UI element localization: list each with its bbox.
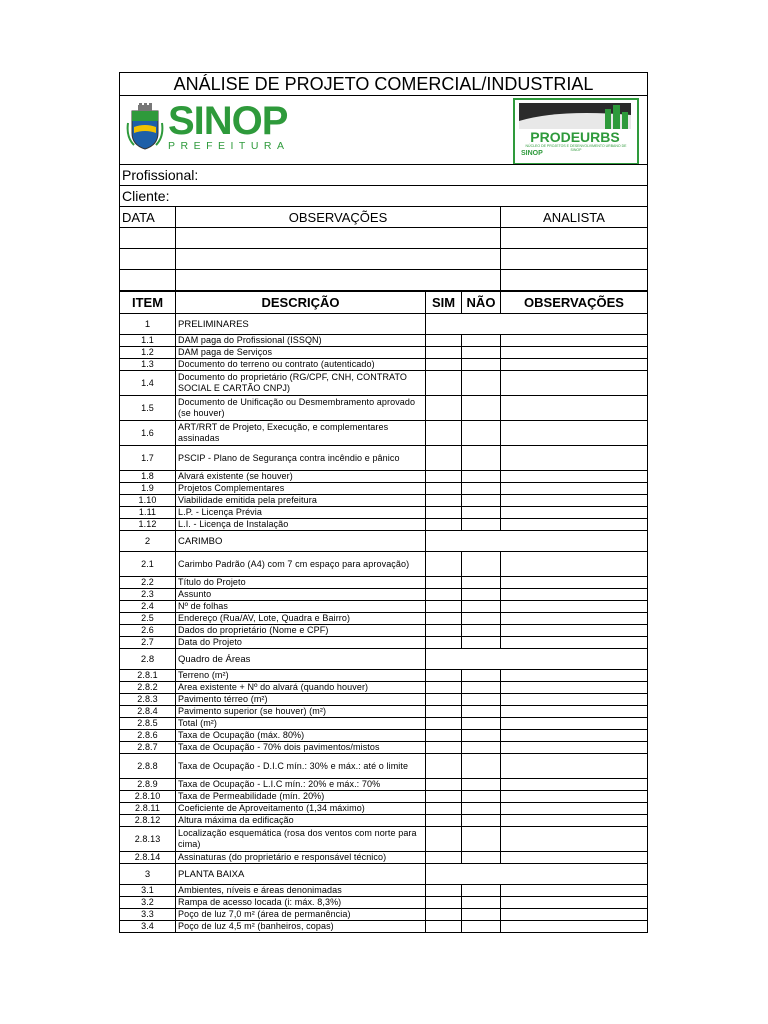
section-row xyxy=(120,531,648,552)
table-row xyxy=(120,742,648,754)
city-crest-icon xyxy=(126,103,164,151)
item-number: 2.3 xyxy=(120,589,176,601)
sim-cell[interactable] xyxy=(426,625,462,637)
item-description: Nº de folhas xyxy=(176,601,426,613)
item-number: 2.8 xyxy=(120,649,176,670)
sim-cell[interactable] xyxy=(426,601,462,613)
obs-cell[interactable] xyxy=(501,682,648,694)
nao-cell[interactable] xyxy=(462,347,501,359)
table-row xyxy=(120,589,648,601)
obs-cell[interactable] xyxy=(501,483,648,495)
checklist-sheet xyxy=(119,72,647,933)
item-description: Terreno (m²) xyxy=(176,670,426,682)
sim-cell[interactable] xyxy=(426,483,462,495)
sinop-subtitle: PREFEITURA xyxy=(168,140,290,152)
item-description: CARIMBO xyxy=(176,531,426,552)
item-description: L.P. - Licença Prévia xyxy=(176,507,426,519)
item-number: 2.8.6 xyxy=(120,730,176,742)
obs-analyst-cell[interactable] xyxy=(501,249,648,270)
item-number: 2.8.13 xyxy=(120,827,176,852)
table-row xyxy=(120,613,648,625)
section-row xyxy=(120,649,648,670)
nao-cell[interactable] xyxy=(462,552,501,577)
sim-cell[interactable] xyxy=(426,396,462,421)
item-number: 1.5 xyxy=(120,396,176,421)
obs-cell[interactable] xyxy=(501,803,648,815)
table-row xyxy=(120,637,648,649)
nao-cell[interactable] xyxy=(462,371,501,396)
item-number: 1.10 xyxy=(120,495,176,507)
skyline-icon xyxy=(519,103,631,129)
table-row xyxy=(120,921,648,933)
sim-cell[interactable] xyxy=(426,421,462,446)
item-number: 2.8.9 xyxy=(120,779,176,791)
obs-cell[interactable] xyxy=(501,519,648,531)
sim-header: SIM xyxy=(426,291,462,314)
item-description: Endereço (Rua/AV, Lote, Quadra e Bairro) xyxy=(176,613,426,625)
table-row xyxy=(120,371,648,396)
section-blank-cell xyxy=(426,864,648,885)
nao-cell[interactable] xyxy=(462,885,501,897)
nao-cell[interactable] xyxy=(462,815,501,827)
table-row xyxy=(120,507,648,519)
item-description: Documento de Unificação ou Desmembramento aprovado (se houver) xyxy=(176,396,426,421)
obs-cell[interactable] xyxy=(501,552,648,577)
table-row xyxy=(120,779,648,791)
item-number: 2.8.5 xyxy=(120,718,176,730)
obs-cell[interactable] xyxy=(501,577,648,589)
item-number: 1.11 xyxy=(120,507,176,519)
item-number: 2.4 xyxy=(120,601,176,613)
item-number: 2.8.14 xyxy=(120,852,176,864)
obs-cell[interactable] xyxy=(501,791,648,803)
nao-cell[interactable] xyxy=(462,718,501,730)
item-number: 2.8.1 xyxy=(120,670,176,682)
obs-entry-row xyxy=(120,270,648,292)
item-description: Dados do proprietário (Nome e CPF) xyxy=(176,625,426,637)
prodeurbs-sinop: SINOP xyxy=(521,150,543,157)
sim-cell[interactable] xyxy=(426,507,462,519)
item-number: 1.7 xyxy=(120,446,176,471)
nao-cell[interactable] xyxy=(462,742,501,754)
obs-date-cell[interactable] xyxy=(120,249,176,270)
nao-cell[interactable] xyxy=(462,577,501,589)
obs-analyst-cell[interactable] xyxy=(501,228,648,249)
nao-cell[interactable] xyxy=(462,803,501,815)
section-row xyxy=(120,864,648,885)
sim-cell[interactable] xyxy=(426,519,462,531)
item-description: Pavimento térreo (m²) xyxy=(176,694,426,706)
sinop-logo xyxy=(126,99,290,152)
item-description: Poço de luz 4,5 m² (banheiros, copas) xyxy=(176,921,426,933)
item-description: Poço de luz 7,0 m² (área de permanência) xyxy=(176,909,426,921)
sim-cell[interactable] xyxy=(426,718,462,730)
profissional-field[interactable]: Profissional: xyxy=(120,165,648,186)
item-number: 1.12 xyxy=(120,519,176,531)
cliente-field[interactable]: Cliente: xyxy=(120,186,648,207)
obs-cell[interactable] xyxy=(501,706,648,718)
observacoes-column-header: OBSERVAÇÕES xyxy=(176,207,501,228)
nao-cell[interactable] xyxy=(462,670,501,682)
sim-cell[interactable] xyxy=(426,815,462,827)
obs-cell[interactable] xyxy=(501,495,648,507)
item-number: 3.1 xyxy=(120,885,176,897)
nao-cell[interactable] xyxy=(462,730,501,742)
item-description: Título do Projeto xyxy=(176,577,426,589)
sim-cell[interactable] xyxy=(426,706,462,718)
sim-cell[interactable] xyxy=(426,827,462,852)
item-description: Altura máxima da edificação xyxy=(176,815,426,827)
obs-cell[interactable] xyxy=(501,396,648,421)
observacoes-header: OBSERVAÇÕES xyxy=(501,291,648,314)
obs-cell[interactable] xyxy=(501,921,648,933)
obs-cell[interactable] xyxy=(501,730,648,742)
item-number: 2.2 xyxy=(120,577,176,589)
table-row xyxy=(120,909,648,921)
item-description: Ambientes, níveis e áreas denonimadas xyxy=(176,885,426,897)
sim-cell[interactable] xyxy=(426,589,462,601)
item-description: Assinaturas (do proprietário e responsável técnico) xyxy=(176,852,426,864)
data-column-header: DATA xyxy=(120,207,176,228)
item-description: Assunto xyxy=(176,589,426,601)
table-row xyxy=(120,682,648,694)
table-row xyxy=(120,897,648,909)
table-row xyxy=(120,718,648,730)
item-description: L.I. - Licença de Instalação xyxy=(176,519,426,531)
item-number: 2.6 xyxy=(120,625,176,637)
obs-analyst-cell[interactable] xyxy=(501,270,648,292)
table-row xyxy=(120,754,648,779)
table-row xyxy=(120,601,648,613)
item-description: Quadro de Áreas xyxy=(176,649,426,670)
nao-cell[interactable] xyxy=(462,779,501,791)
table-row xyxy=(120,730,648,742)
nao-cell[interactable] xyxy=(462,909,501,921)
sim-cell[interactable] xyxy=(426,371,462,396)
obs-cell[interactable] xyxy=(501,589,648,601)
obs-cell[interactable] xyxy=(501,779,648,791)
sim-cell[interactable] xyxy=(426,613,462,625)
table-row xyxy=(120,396,648,421)
obs-cell[interactable] xyxy=(501,815,648,827)
nao-cell[interactable] xyxy=(462,507,501,519)
sim-cell[interactable] xyxy=(426,670,462,682)
item-number: 1.2 xyxy=(120,347,176,359)
item-description: PLANTA BAIXA xyxy=(176,864,426,885)
nao-cell[interactable] xyxy=(462,471,501,483)
item-description: PRELIMINARES xyxy=(176,314,426,335)
obs-entry-row xyxy=(120,228,648,249)
item-header: ITEM xyxy=(120,291,176,314)
sim-cell[interactable] xyxy=(426,552,462,577)
item-description: Pavimento superior (se houver) (m²) xyxy=(176,706,426,718)
obs-date-cell[interactable] xyxy=(120,270,176,292)
obs-cell[interactable] xyxy=(501,359,648,371)
item-number: 2.8.2 xyxy=(120,682,176,694)
table-row xyxy=(120,359,648,371)
item-number: 1.1 xyxy=(120,335,176,347)
obs-cell[interactable] xyxy=(501,625,648,637)
table-row xyxy=(120,347,648,359)
table-row xyxy=(120,421,648,446)
table-row xyxy=(120,446,648,471)
nao-cell[interactable] xyxy=(462,359,501,371)
table-row xyxy=(120,827,648,852)
table-row xyxy=(120,815,648,827)
item-number: 2 xyxy=(120,531,176,552)
sim-cell[interactable] xyxy=(426,779,462,791)
item-number: 2.8.3 xyxy=(120,694,176,706)
item-number: 3.4 xyxy=(120,921,176,933)
sinop-wordmark: SINOP xyxy=(168,99,288,143)
item-description: Viabilidade emitida pela prefeitura xyxy=(176,495,426,507)
sim-cell[interactable] xyxy=(426,347,462,359)
table-row xyxy=(120,852,648,864)
sim-cell[interactable] xyxy=(426,742,462,754)
analista-column-header: ANALISTA xyxy=(501,207,648,228)
obs-cell[interactable] xyxy=(501,694,648,706)
obs-cell[interactable] xyxy=(501,507,648,519)
section-blank-cell xyxy=(426,314,648,335)
nao-cell[interactable] xyxy=(462,637,501,649)
obs-cell[interactable] xyxy=(501,613,648,625)
item-description: Coeficiente de Aproveitamento (1,34 máximo) xyxy=(176,803,426,815)
sim-cell[interactable] xyxy=(426,730,462,742)
table-row xyxy=(120,483,648,495)
obs-date-cell[interactable] xyxy=(120,228,176,249)
section-blank-cell xyxy=(426,531,648,552)
item-number: 2.1 xyxy=(120,552,176,577)
item-number: 2.7 xyxy=(120,637,176,649)
nao-cell[interactable] xyxy=(462,446,501,471)
obs-entry-row xyxy=(120,249,648,270)
table-row xyxy=(120,495,648,507)
page-title: ANÁLISE DE PROJETO COMERCIAL/INDUSTRIAL xyxy=(120,73,648,96)
item-description: Taxa de Ocupação - L.I.C mín.: 20% e máx.: 70% xyxy=(176,779,426,791)
item-description: Projetos Complementares xyxy=(176,483,426,495)
obs-cell[interactable] xyxy=(501,421,648,446)
descricao-header: DESCRIÇÃO xyxy=(176,291,426,314)
sim-cell[interactable] xyxy=(426,803,462,815)
nao-cell[interactable] xyxy=(462,519,501,531)
item-description: PSCIP - Plano de Segurança contra incêndio e pânico xyxy=(176,446,426,471)
item-number: 3.3 xyxy=(120,909,176,921)
sim-cell[interactable] xyxy=(426,446,462,471)
item-number: 2.8.8 xyxy=(120,754,176,779)
nao-cell[interactable] xyxy=(462,754,501,779)
table-row xyxy=(120,519,648,531)
item-number: 1.8 xyxy=(120,471,176,483)
nao-cell[interactable] xyxy=(462,852,501,864)
obs-cell[interactable] xyxy=(501,601,648,613)
sim-cell[interactable] xyxy=(426,852,462,864)
nao-cell[interactable] xyxy=(462,483,501,495)
nao-cell[interactable] xyxy=(462,827,501,852)
item-description: Taxa de Ocupação (máx. 80%) xyxy=(176,730,426,742)
item-description: Taxa de Permeabilidade (mín. 20%) xyxy=(176,791,426,803)
nao-cell[interactable] xyxy=(462,921,501,933)
obs-text-cell[interactable] xyxy=(176,270,501,292)
item-description: Taxa de Ocupação - D.I.C mín.: 30% e máx.: até o limite xyxy=(176,754,426,779)
sim-cell[interactable] xyxy=(426,577,462,589)
nao-cell[interactable] xyxy=(462,396,501,421)
obs-cell[interactable] xyxy=(501,637,648,649)
table-row xyxy=(120,471,648,483)
item-description: DAM paga de Serviços xyxy=(176,347,426,359)
item-number: 2.5 xyxy=(120,613,176,625)
obs-cell[interactable] xyxy=(501,742,648,754)
section-row xyxy=(120,314,648,335)
nao-cell[interactable] xyxy=(462,601,501,613)
item-number: 2.8.7 xyxy=(120,742,176,754)
table-row xyxy=(120,885,648,897)
nao-cell[interactable] xyxy=(462,706,501,718)
obs-cell[interactable] xyxy=(501,471,648,483)
obs-cell[interactable] xyxy=(501,827,648,852)
section-blank-cell xyxy=(426,649,648,670)
prodeurbs-tagline: NÚCLEO DE PROJETOS E DESENVOLVIMENTO URBANO DE SINOP xyxy=(525,144,627,152)
obs-text-cell[interactable] xyxy=(176,228,501,249)
sim-cell[interactable] xyxy=(426,335,462,347)
table-row xyxy=(120,625,648,637)
item-number: 2.8.4 xyxy=(120,706,176,718)
table-row xyxy=(120,791,648,803)
obs-cell[interactable] xyxy=(501,885,648,897)
item-description: Rampa de acesso locada (i: máx. 8,3%) xyxy=(176,897,426,909)
table-row xyxy=(120,577,648,589)
sim-cell[interactable] xyxy=(426,791,462,803)
obs-cell[interactable] xyxy=(501,371,648,396)
item-number: 1.6 xyxy=(120,421,176,446)
item-description: Carimbo Padrão (A4) com 7 cm espaço para aprovação) xyxy=(176,552,426,577)
item-number: 1.4 xyxy=(120,371,176,396)
item-description: DAM paga do Profissional (ISSQN) xyxy=(176,335,426,347)
sim-cell[interactable] xyxy=(426,909,462,921)
item-description: Documento do proprietário (RG/CPF, CNH, CONTRATO SOCIAL E CARTÃO CNPJ) xyxy=(176,371,426,396)
obs-cell[interactable] xyxy=(501,446,648,471)
prodeurbs-logo xyxy=(513,98,639,165)
nao-cell[interactable] xyxy=(462,791,501,803)
sim-cell[interactable] xyxy=(426,637,462,649)
item-description: Documento do terreno ou contrato (autenticado) xyxy=(176,359,426,371)
item-description: Taxa de Ocupação - 70% dois pavimentos/mistos xyxy=(176,742,426,754)
sim-cell[interactable] xyxy=(426,359,462,371)
nao-cell[interactable] xyxy=(462,682,501,694)
item-number: 2.8.10 xyxy=(120,791,176,803)
obs-text-cell[interactable] xyxy=(176,249,501,270)
item-number: 2.8.11 xyxy=(120,803,176,815)
sim-cell[interactable] xyxy=(426,694,462,706)
item-description: Total (m²) xyxy=(176,718,426,730)
obs-cell[interactable] xyxy=(501,347,648,359)
item-description: Area existente + Nº do alvará (quando houver) xyxy=(176,682,426,694)
item-number: 3 xyxy=(120,864,176,885)
sim-cell[interactable] xyxy=(426,682,462,694)
sim-cell[interactable] xyxy=(426,754,462,779)
logo-banner xyxy=(120,96,648,165)
obs-cell[interactable] xyxy=(501,909,648,921)
sim-cell[interactable] xyxy=(426,885,462,897)
sim-cell[interactable] xyxy=(426,897,462,909)
sim-cell[interactable] xyxy=(426,495,462,507)
item-number: 3.2 xyxy=(120,897,176,909)
item-description: Alvará existente (se houver) xyxy=(176,471,426,483)
item-description: Localização esquemática (rosa dos ventos com norte para cima) xyxy=(176,827,426,852)
nao-cell[interactable] xyxy=(462,421,501,446)
table-row xyxy=(120,670,648,682)
item-description: ART/RRT de Projeto, Execução, e complementares assinadas xyxy=(176,421,426,446)
obs-cell[interactable] xyxy=(501,670,648,682)
item-number: 1.3 xyxy=(120,359,176,371)
checklist-table xyxy=(119,72,648,933)
obs-cell[interactable] xyxy=(501,852,648,864)
prodeurbs-wordmark: PRODEURBS xyxy=(530,129,620,145)
table-row xyxy=(120,803,648,815)
nao-header: NÃO xyxy=(462,291,501,314)
table-row xyxy=(120,706,648,718)
table-row xyxy=(120,552,648,577)
nao-cell[interactable] xyxy=(462,694,501,706)
obs-cell[interactable] xyxy=(501,754,648,779)
table-row xyxy=(120,335,648,347)
sim-cell[interactable] xyxy=(426,471,462,483)
nao-cell[interactable] xyxy=(462,335,501,347)
obs-cell[interactable] xyxy=(501,718,648,730)
item-description: Data do Projeto xyxy=(176,637,426,649)
item-number: 1 xyxy=(120,314,176,335)
nao-cell[interactable] xyxy=(462,625,501,637)
obs-cell[interactable] xyxy=(501,335,648,347)
item-number: 1.9 xyxy=(120,483,176,495)
nao-cell[interactable] xyxy=(462,589,501,601)
table-row xyxy=(120,694,648,706)
obs-cell[interactable] xyxy=(501,897,648,909)
item-number: 2.8.12 xyxy=(120,815,176,827)
nao-cell[interactable] xyxy=(462,897,501,909)
nao-cell[interactable] xyxy=(462,495,501,507)
nao-cell[interactable] xyxy=(462,613,501,625)
sim-cell[interactable] xyxy=(426,921,462,933)
